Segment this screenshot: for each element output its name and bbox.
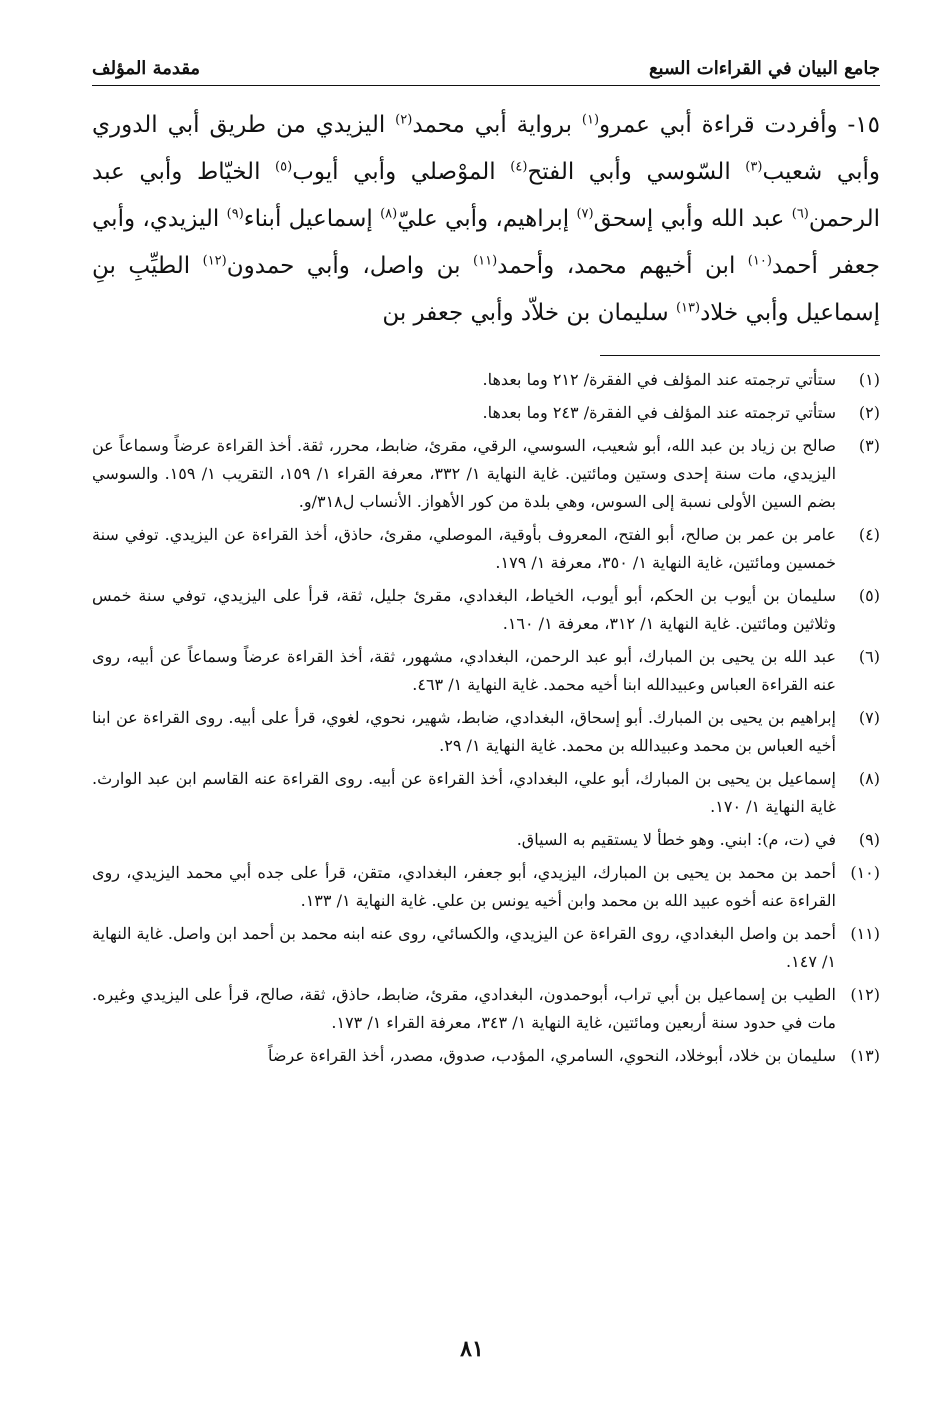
footnote-marker: (١٢) xyxy=(202,253,227,269)
main-paragraph xyxy=(92,102,880,337)
page-number: ٨١ xyxy=(460,1336,484,1362)
text-run: ابن أخيهم محمد، وأحمد xyxy=(497,253,748,279)
footnote xyxy=(92,432,880,516)
footnote-marker: (٩) xyxy=(226,206,244,222)
text-run: الطيِّبِ بنِ إسماعيل وأبي خلاد xyxy=(92,253,880,326)
footnote-text: ستأتي ترجمته عند المؤلف في الفقرة/ ٢١٢ وما بعدها. xyxy=(482,370,836,389)
text-run: الخيّاط وأبي عبد الرحمن xyxy=(92,159,880,232)
footnote-text: سليمان بن خلاد، أبوخلاد، النحوي، السامري، المؤدب، صدوق، مصدر، أخذ القراءة عرضاً xyxy=(268,1046,836,1065)
footnote xyxy=(92,981,880,1037)
footnote xyxy=(92,582,880,638)
book-title: جامع البيان في القراءات السبع xyxy=(648,58,880,79)
footnote xyxy=(92,521,880,577)
text-run: اليزيدي من طريق أبي الدوري وأبي شعيب xyxy=(92,112,880,185)
footnote xyxy=(92,366,880,394)
footnote-text: عبد الله بن يحيى بن المبارك، أبو عبد الرحمن، البغدادي، مشهور، ثقة، أخذ القراءة عرضاً وسماعاً عن أبيه، روى عنه القراءة العباس وعبيدالله ابنا أخيه محمد. غاية النهاية ١/ ٤٦٣. xyxy=(92,647,836,694)
footnote-separator xyxy=(600,355,880,356)
text-run: السّوسي وأبي الفتح xyxy=(527,159,746,185)
footnote-marker: (٤) xyxy=(510,159,528,175)
footnote xyxy=(92,399,880,427)
footnote-text: إسماعيل بن يحيى بن المبارك، أبو علي، البغدادي، أخذ القراءة عن أبيه. روى القراءة عنه القاسم ابن عبد الوارث. غاية النهاية ١/ ١٧٠. xyxy=(92,769,836,816)
footnote-marker: (١٠) xyxy=(747,253,772,269)
footnote-number: (٧) xyxy=(858,708,880,727)
footnote-number: (١) xyxy=(858,370,880,389)
text-run: بن واصل، وأبي حمدون xyxy=(226,253,474,279)
footnote xyxy=(92,643,880,699)
footnote-marker: (١٣) xyxy=(675,300,701,316)
text-run: الموْصلي وأبي أيوب xyxy=(292,159,511,185)
footnote-number: (١٢) xyxy=(850,985,880,1004)
footnote-marker: (٢) xyxy=(395,112,413,128)
footnote-marker: (٥) xyxy=(275,159,293,175)
footnote-number: (١٠) xyxy=(850,863,880,882)
footnote-text: صالح بن زياد بن عبد الله، أبو شعيب، السوسي، الرقي، مقرئ، ضابط، محرر، ثقة. أخذ القراءة عرضاً وسماعاً عن اليزيدي، مات سنة إحدى وستين ومائتين. غاية النهاية ١/ ٣٣٢، معرفة القراء ١/ ١٥٩، التقريب ١/ ١٥٩. والسوسي بضم السين الأولى نسبة إلى السوس، وهي بلدة من كور الأهواز. الأنساب ل٣١٨/و. xyxy=(92,436,837,511)
text-run: اليزيدي، وأبي جعفر أحمد xyxy=(92,206,880,279)
footnote-text: في (ت، م): ابني. وهو خطأ لا يستقيم به السياق. xyxy=(516,830,836,849)
footnote-text: ستأتي ترجمته عند المؤلف في الفقرة/ ٢٤٣ وما بعدها. xyxy=(482,403,836,422)
text-run: برواية أبي محمد xyxy=(412,112,582,138)
footnote-marker: (٦) xyxy=(791,206,809,222)
text-run: عبد الله وأبي إسحق xyxy=(593,206,792,232)
footnote-marker: (١) xyxy=(581,112,600,128)
footnote-marker: (٨) xyxy=(380,206,398,222)
footnotes xyxy=(92,366,880,1070)
footnote-text: أحمد بن محمد بن يحيى بن المبارك، اليزيدي، أبو جعفر، البغدادي، متقن، قرأ على جده أبي محمد اليزيدي، روى القراءة عنه أخوه عبيد الله بن محمد وابن أخيه يونس بن علي. غاية النهاية ١/ ١٣٣. xyxy=(92,863,836,910)
footnote-number: (٨) xyxy=(858,769,880,788)
footnote xyxy=(92,1042,880,1070)
footnote-number: (٦) xyxy=(858,647,880,666)
footnote-text: الطيب بن إسماعيل بن أبي تراب، أبوحمدون، البغدادي، مقرئ، ضابط، حاذق، ثقة، صالح، قرأ على اليزيدي وغيره. مات في حدود سنة أربعين ومائتين، غاية النهاية ١/ ٣٤٣، معرفة القراء ١/ ١٧٣. xyxy=(92,985,836,1032)
text-run: إبراهيم، وأبي عليّ xyxy=(397,206,577,232)
running-header xyxy=(92,58,880,86)
footnote-marker: (١١) xyxy=(473,253,498,269)
footnote-number: (٥) xyxy=(858,586,880,605)
footnote-text: أحمد بن واصل البغدادي، روى القراءة عن اليزيدي، والكسائي، روى عنه ابنه محمد بن أحمد ابن واصل. غاية النهاية ١/ ١٤٧. xyxy=(92,924,836,971)
footnote-marker: (٣) xyxy=(745,159,763,175)
footnote xyxy=(92,765,880,821)
footnote-number: (٩) xyxy=(858,830,880,849)
footnote xyxy=(92,826,880,854)
footnote-number: (١٣) xyxy=(850,1046,880,1065)
footnote xyxy=(92,859,880,915)
footnote-text: سليمان بن أيوب بن الحكم، أبو أيوب، الخياط، البغدادي، مقرئ جليل، ثقة، قرأ على اليزيدي، توفي سنة خمس وثلاثين ومائتين. غاية النهاية ١/ ٣١٢، معرفة ١/ ١٦٠. xyxy=(92,586,836,633)
footnote xyxy=(92,920,880,976)
footnote-number: (٢) xyxy=(858,403,880,422)
footnote-text: عامر بن عمر بن صالح، أبو الفتح، المعروف بأوقية، الموصلي، مقرئ، حاذق، أخذ القراءة عن اليزيدي. توفي سنة خمسين ومائتين، غاية النهاية ١/ ٣٥٠، معرفة ١/ ١٧٩. xyxy=(92,525,836,572)
section-title: مقدمة المؤلف xyxy=(92,58,201,79)
footnote-number: (١١) xyxy=(850,924,880,943)
footnote xyxy=(92,704,880,760)
footnote-marker: (٧) xyxy=(576,206,594,222)
text-run: إسماعيل أبناء xyxy=(243,206,381,232)
footnote-number: (٣) xyxy=(858,436,880,455)
footnote-text: إبراهيم بن يحيى بن المبارك. أبو إسحاق، البغدادي، ضابط، شهير، نحوي، لغوي، قرأ على أبيه. روى القراءة عن ابنا أخيه العباس بن محمد وعبيدالله بن محمد. غاية النهاية ١/ ٢٩. xyxy=(92,708,836,755)
text-run: ١٥- وأفردت قراءة أبي عمرو xyxy=(599,112,880,138)
text-run: سليمان بن خلاّد وأبي جعفر بن xyxy=(382,300,676,326)
footnote-number: (٤) xyxy=(858,525,880,544)
